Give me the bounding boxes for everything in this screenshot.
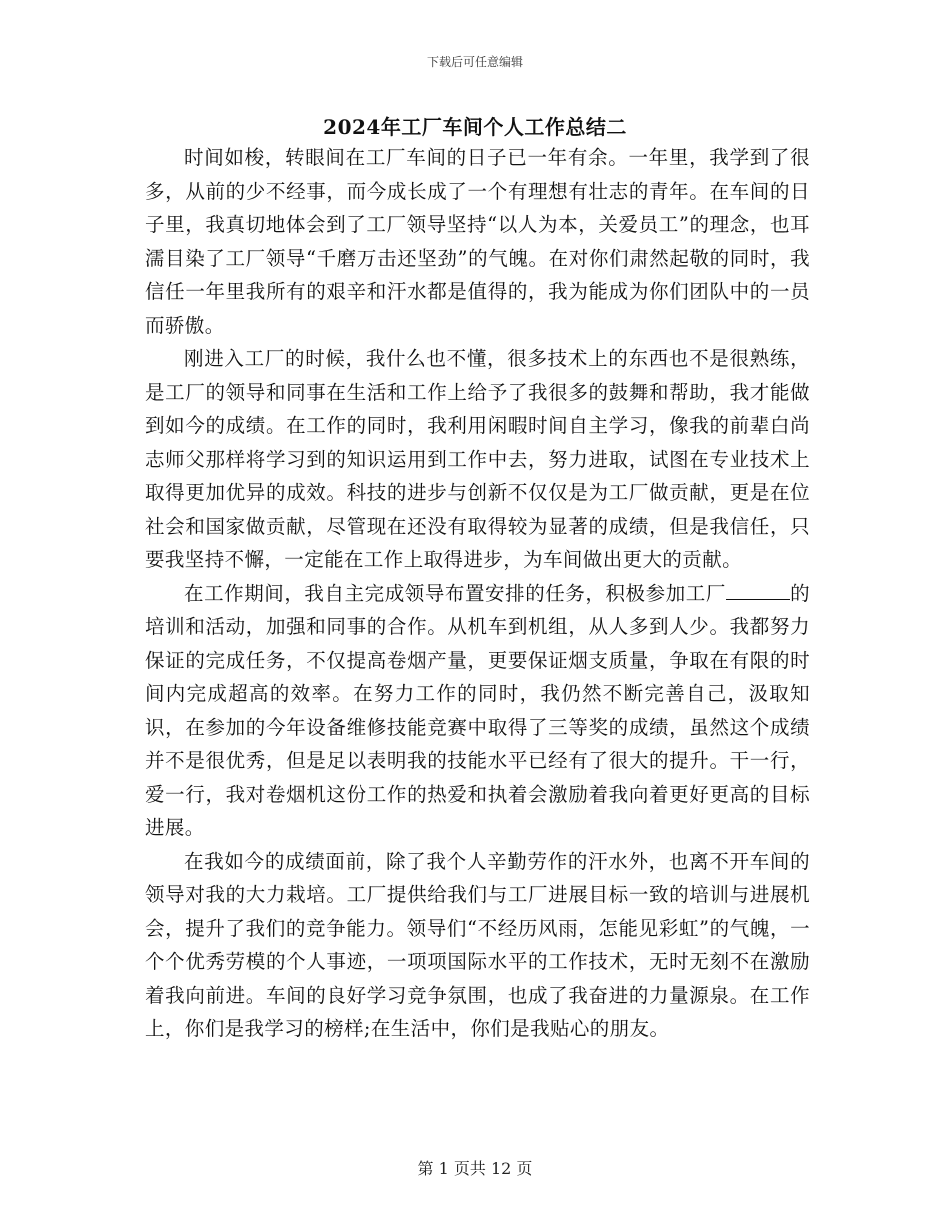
paragraph-3-start: 在工作期间，我自主完成领导布置安排的任务，积极参加工厂 xyxy=(184,581,726,605)
paragraph-4: 在我如今的成绩面前，除了我个人辛勤劳作的汗水外，也离不开车间的领导对我的大力栽培。工厂提供给我们与工厂进展目标一致的培训与进展机会，提升了我们的竞争能力。领导们“不经历风雨，怎能见彩虹”的气魄，一个个优秀劳模的个人事迹，一项项国际水平的工作技术，无时无刻不在激励着我向前进。车间的良好学习竞争氛围，也成了我奋进的力量源泉。在工作上，你们是我学习的榜样;在生活中，你们是我贴心的朋友。 xyxy=(145,849,810,1040)
document-title: 2024年工厂车间个人工作总结二 xyxy=(323,115,627,139)
page-header: 下载后可任意编辑 xyxy=(426,55,523,69)
paragraph-3 xyxy=(145,577,810,845)
fill-in-blank xyxy=(726,581,790,600)
document-body xyxy=(145,141,810,1046)
paragraph-3-rest: 的培训和活动，加强和同事的合作。从机车到机组，从人多到人少。我都努力保证的完成任务，不仅提高卷烟产量，更要保证烟支质量，争取在有限的时间内完成超高的效率。在努力工作的同时，我仍然不断完善自己，汲取知识，在参加的今年设备维修技能竞赛中取得了三等奖的成绩，虽然这个成绩并不是很优秀，但是足以表明我的技能水平已经有了很大的提升。干一行，爱一行，我对卷烟机这份工作的热爱和执着会激励着我向着更好更高的目标进展。 xyxy=(145,581,810,839)
paragraph-2: 刚进入工厂的时候，我什么也不懂，很多技术上的东西也不是很熟练，是工厂的领导和同事在生活和工作上给予了我很多的鼓舞和帮助，我才能做到如今的成绩。在工作的同时，我利用闲暇时间自主学习，像我的前辈白尚志师父那样将学习到的知识运用到工作中去，努力进取，试图在专业技术上取得更加优异的成效。科技的进步与创新不仅仅是为工厂做贡献，更是在位社会和国家做贡献，尽管现在还没有取得较为显著的成绩，但是我信任，只要我坚持不懈，一定能在工作上取得进步，为车间做出更大的贡献。 xyxy=(145,347,810,571)
page-number: 第 1 页共 12 页 xyxy=(417,1159,533,1178)
paragraph-1: 时间如梭，转眼间在工厂车间的日子已一年有余。一年里，我学到了很多，从前的少不经事，而今成长成了一个有理想有壮志的青年。在车间的日子里，我真切地体会到了工厂领导坚持“以人为本，关爱员工”的理念，也耳濡目染了工厂领导“千磨万击还坚劲”的气魄。在对你们肃然起敬的同时，我信任一年里我所有的艰辛和汗水都是值得的，我为能成为你们团队中的一员而骄傲。 xyxy=(145,146,810,337)
